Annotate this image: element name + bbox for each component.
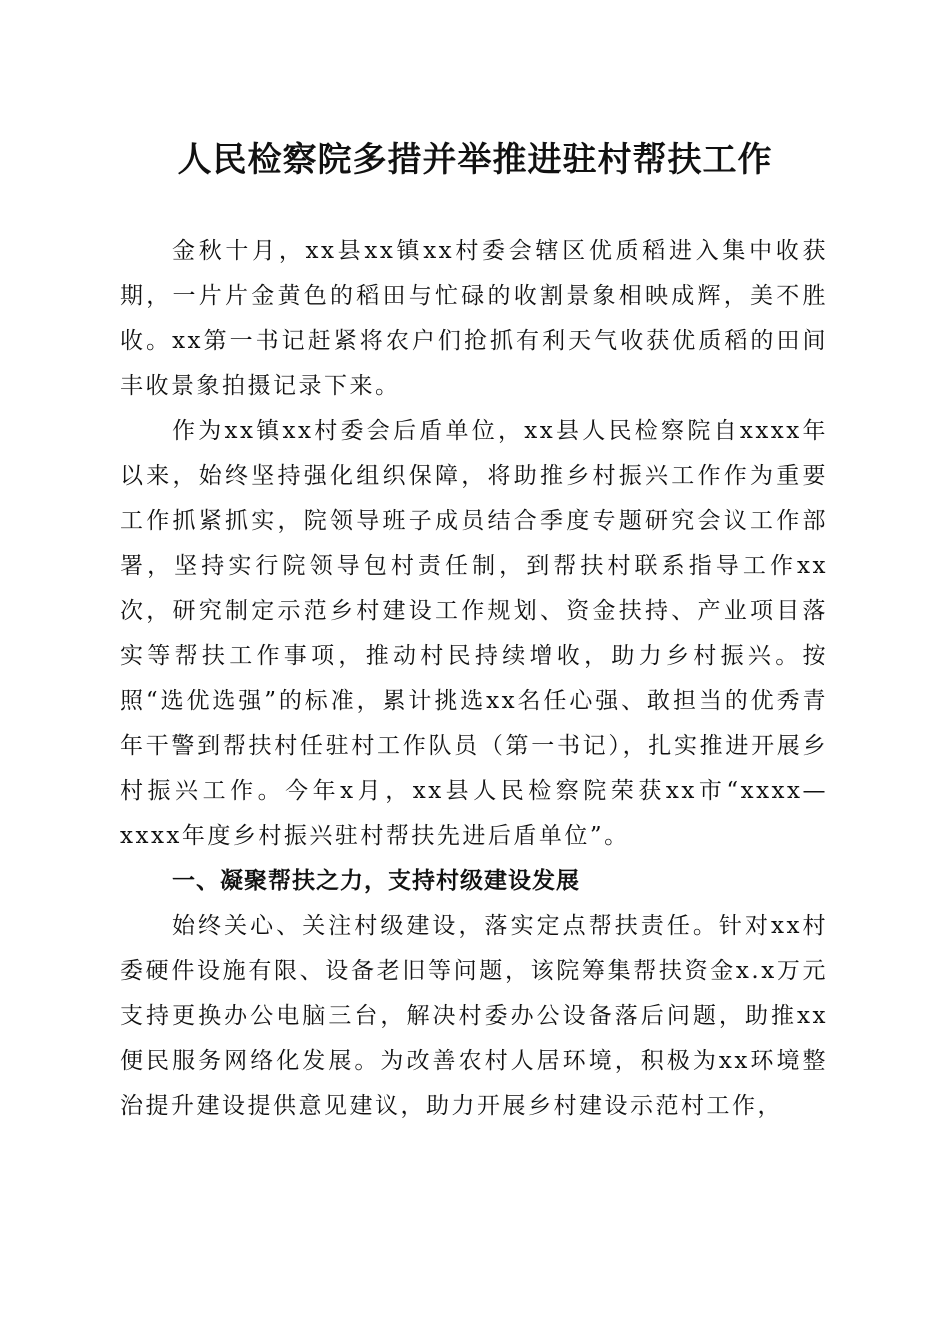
section-heading: 一、凝聚帮扶之力，支持村级建设发展 <box>172 868 580 894</box>
paragraph-background: 作为xx镇xx村委会后盾单位，xx县人民检察院自xxxx年以来，始终坚持强化组织保障，将助推乡村振兴工作作为重要工作抓紧抓实，院领导班子成员结合季度专题研究会议工作部署，坚持实行院领导包村责任制，到帮扶村联系指导工作xx次，研究制定示范乡村建设工作规划、资金扶持、产业项目落实等帮扶工作事项，推动村民持续增收，助力乡村振兴。按照“选优选强”的标准，累计挑选xx名任心强、敢担当的优秀青年干警到帮扶村任驻村工作队员（第一书记），扎实推进开展乡村振兴工作。今年x月，xx县人民检察院荣获xx市“xxxx—xxxx年度乡村振兴驻村帮扶先进后盾单位”。 <box>120 418 828 849</box>
document-title: 人民检察院多措并举推进驻村帮扶工作 <box>177 140 773 180</box>
document-body <box>120 229 828 1129</box>
paragraph-section-one: 始终关心、关注村级建设，落实定点帮扶责任。针对xx村委硬件设施有限、设备老旧等问题，该院筹集帮扶资金x.x万元支持更换办公电脑三台，解决村委办公设备落后问题，助推xx便民服务网络化发展。为改善农村人居环境，积极为xx环境整治提升建设提供意见建议，助力开展乡村建设示范村工作， <box>120 913 828 1119</box>
paragraph-intro: 金秋十月，xx县xx镇xx村委会辖区优质稻进入集中收获期，一片片金黄色的稻田与忙碌的收割景象相映成辉，美不胜收。xx第一书记赶紧将农户们抢抓有利天气收获优质稻的田间丰收景象拍摄记录下来。 <box>120 238 828 399</box>
